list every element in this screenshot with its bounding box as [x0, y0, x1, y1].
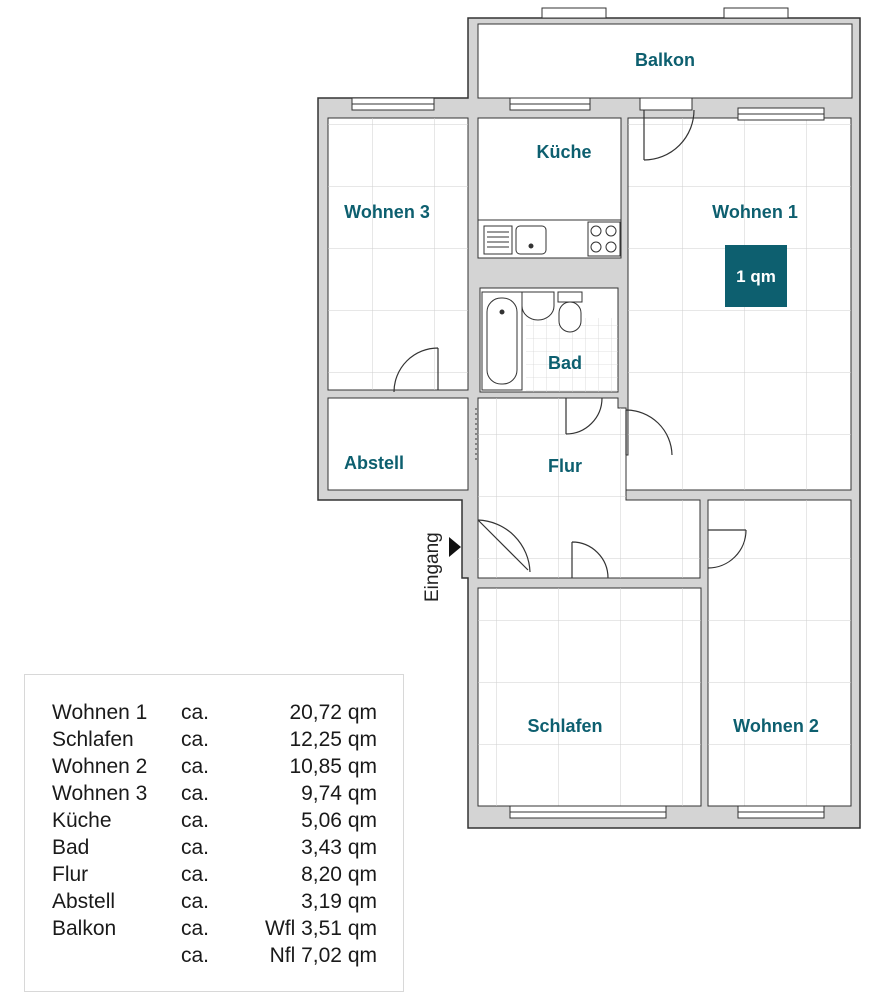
entrance-label: Eingang	[422, 532, 443, 602]
area-row	[25, 917, 405, 945]
area-prefix: ca.	[181, 863, 210, 886]
sink-drainboard	[484, 226, 512, 254]
area-prefix: ca.	[181, 728, 210, 751]
scale-marker-label: 1 qm	[736, 267, 776, 286]
entrance-arrow-icon	[449, 537, 461, 557]
window-wohnen1-door	[640, 98, 692, 110]
area-row	[25, 863, 405, 891]
schlafen-floor-grid	[478, 588, 701, 806]
area-value: 5,06 qm	[301, 809, 377, 832]
area-value: 3,43 qm	[301, 836, 377, 859]
area-prefix: ca.	[181, 782, 210, 805]
window-balkon-left	[542, 8, 606, 18]
room-label-schlafen: Schlafen	[527, 716, 603, 736]
area-prefix: ca.	[181, 701, 210, 724]
washbasin	[522, 292, 554, 320]
area-row	[25, 728, 405, 756]
area-room: Wohnen 3	[52, 782, 148, 805]
area-row	[25, 890, 405, 918]
room-label-flur: Flur	[548, 456, 582, 476]
area-value: 3,19 qm	[301, 890, 377, 913]
area-room: Abstell	[52, 890, 116, 913]
area-value: 9,74 qm	[301, 782, 377, 805]
area-table	[24, 674, 404, 992]
kitchen-counter	[478, 220, 621, 258]
area-room: Schlafen	[52, 728, 134, 751]
area-prefix: ca.	[181, 944, 210, 967]
wohnen3-floor-grid	[328, 118, 468, 390]
area-value: 20,72 qm	[289, 701, 377, 724]
area-row	[25, 755, 405, 783]
area-value: Wfl 3,51 qm	[264, 917, 377, 940]
area-room: Balkon	[52, 917, 117, 940]
abstell-floor	[328, 398, 468, 490]
area-room: Flur	[52, 863, 89, 886]
area-row	[25, 782, 405, 810]
room-label-wohnen3: Wohnen 3	[344, 202, 430, 222]
area-prefix: ca.	[181, 755, 210, 778]
room-label-wohnen2: Wohnen 2	[733, 716, 819, 736]
area-room: Küche	[52, 809, 112, 832]
area-value: 8,20 qm	[301, 863, 377, 886]
area-prefix: ca.	[181, 809, 210, 832]
window-balkon-right	[724, 8, 788, 18]
room-label-bad: Bad	[547, 353, 583, 373]
area-row	[25, 701, 405, 729]
sink-basin	[516, 226, 546, 254]
area-row	[25, 944, 405, 972]
area-prefix: ca.	[181, 917, 210, 940]
area-row	[25, 836, 405, 864]
area-value: 10,85 qm	[289, 755, 377, 778]
room-label-balkon: Balkon	[634, 50, 696, 70]
room-label-wohnen1: Wohnen 1	[712, 202, 798, 222]
area-room: Wohnen 1	[52, 701, 148, 724]
room-label-kueche: Küche	[536, 142, 592, 162]
area-value: Nfl 7,02 qm	[269, 944, 377, 967]
area-prefix: ca.	[181, 836, 210, 859]
area-row	[25, 809, 405, 837]
area-prefix: ca.	[181, 890, 210, 913]
area-room: Bad	[52, 836, 90, 859]
area-room: Wohnen 2	[52, 755, 148, 778]
toilet-bowl	[559, 302, 581, 332]
wohnen2-floor-grid	[708, 500, 851, 806]
toilet-tank	[558, 292, 582, 302]
area-value: 12,25 qm	[289, 728, 377, 751]
room-label-abstell: Abstell	[343, 453, 405, 473]
